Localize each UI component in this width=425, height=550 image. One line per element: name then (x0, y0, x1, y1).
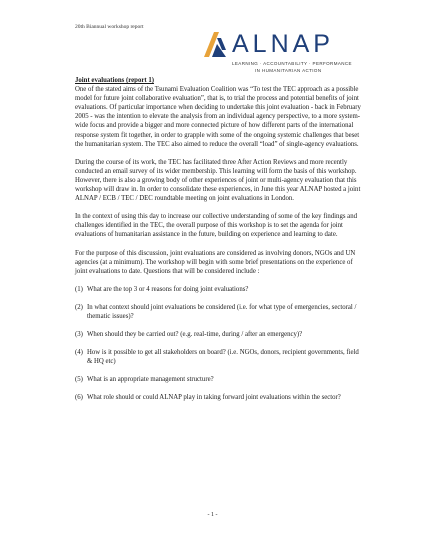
paragraph: In the context of using this day to increase our collective understanding of some of the key findings and challenges identified in the TEC, the overall purpose of this workshop is to set the agenda for joint evaluations of humanitarian assistance in the future, building on experience and learning to date. (75, 213, 357, 239)
paragraph: During the course of its work, the TEC has facilitated three After Action Reviews and more recently conducted an email survey of its wider membership. This learning will form the basis of this workshop. However, there is also a growing body of other experiences of joint or multi-agency evaluation that this workshop will draw in. In order to consolidate these experiences, in June this year ALNAP hosted a joint ALNAP / ECB / TEC / DEC roundtable meeting on joint evaluations in London. (75, 158, 361, 203)
list-number: (3) (75, 331, 83, 339)
list-text: How is it possible to get all stakeholders on board? (i.e. NGOs, donors, recipient governments, field & HQ etc) (87, 349, 359, 366)
list-number: (5) (75, 376, 83, 384)
logo-tagline: LEARNING · ACCOUNTABILITY · PERFORMANCE (232, 61, 352, 66)
logo-wordmark: ALNAP (232, 30, 334, 58)
report-body (75, 76, 365, 412)
list-item (75, 375, 365, 384)
list-text: What is an appropriate management structure? (87, 376, 214, 384)
list-text: In what context should joint evaluations be considered (i.e. for what type of emergencies, sectoral / thematic issues)? (87, 303, 357, 320)
paragraph: For the purpose of this discussion, joint evaluations are considered as involving donors, NGOs and UN agencies (at a minimum). The workshop will begin with some brief presentations on the experience of joint evaluations to date. Questions that will be considered include : (75, 249, 356, 275)
list-item (75, 285, 365, 294)
running-header: 20th Biannual workshop report (75, 24, 144, 30)
list-number: (4) (75, 349, 83, 357)
list-item (75, 303, 365, 321)
alnap-logo (203, 30, 363, 80)
section-heading: Joint evaluations (report 1) (75, 77, 154, 84)
paragraph: One of the stated aims of the Tsunami Evaluation Coalition was “To test the TEC approach as a possible model for future joint collaborative evaluation”, that is, to trial the process and potential benefits of joint evaluations. Of particular importance when deciding to undertake this joint evaluation - back in February 2005 - was the intention to elevate the analysis from an individual agency perspective, to a more system-wide focus and provide a bigger and more connected picture of how different parts of the international response system fit together, in order to grapple with some of the ongoing systemic challenges that beset the humanitarian system. The TEC also aimed to reduce the overall “load” of single-agency evaluations. (75, 86, 361, 148)
logo-tagline-2: IN HUMANITARIAN ACTION (255, 68, 322, 73)
list-number: (2) (75, 303, 83, 311)
list-number: (1) (75, 285, 83, 293)
list-text: What role should or could ALNAP play in taking forward joint evaluations within the sector? (87, 394, 341, 402)
page-number: - 1 - (207, 512, 218, 518)
questions-list (75, 285, 365, 403)
list-item (75, 393, 365, 402)
list-item (75, 330, 365, 339)
list-number: (6) (75, 394, 83, 402)
list-text: When should they be carried out? (e.g. real-time, during / after an emergency)? (87, 331, 303, 339)
list-item (75, 348, 365, 366)
alnap-logo-mark-icon (203, 30, 227, 58)
list-text: What are the top 3 or 4 reasons for doing joint evaluations? (87, 285, 249, 293)
